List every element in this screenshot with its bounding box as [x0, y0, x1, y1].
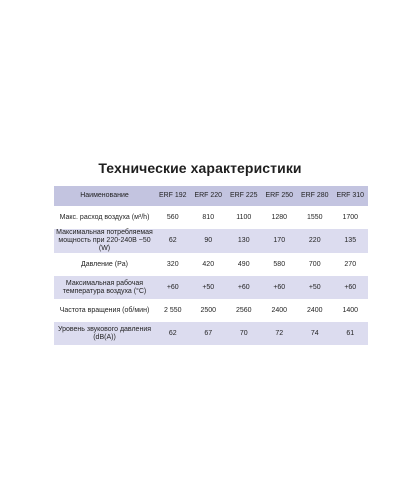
- value-cell: 320: [166, 260, 179, 268]
- column-header: ERF 280: [300, 192, 329, 199]
- table-row: [54, 299, 368, 322]
- column-header: ERF 250: [265, 192, 294, 199]
- value-cell: 2560: [235, 306, 252, 314]
- value-cell: 1280: [271, 213, 288, 221]
- page-title: Технические характеристики: [98, 160, 302, 176]
- value-cell: 420: [202, 260, 215, 268]
- value-cell: 70: [239, 329, 248, 337]
- parameter-cell: Частота вращения (об/мин): [59, 306, 150, 314]
- parameter-cell: Давление (Pa): [80, 260, 128, 268]
- value-cell: 1550: [306, 213, 323, 221]
- value-cell: 220: [308, 237, 321, 244]
- parameter-cell: Макс. расход воздуха (м³/h): [59, 213, 150, 221]
- value-cell: +50: [308, 283, 321, 291]
- value-cell: 135: [344, 237, 357, 244]
- value-cell: 2400: [271, 306, 288, 314]
- value-cell: +60: [344, 283, 357, 291]
- value-cell: 580: [273, 260, 286, 268]
- value-cell: +60: [237, 283, 250, 291]
- value-cell: 2400: [306, 306, 323, 314]
- table-row: [54, 253, 368, 276]
- parameter-cell: Максимальная рабочая температура воздуха (°C): [62, 279, 147, 295]
- table-header-row: [54, 186, 368, 206]
- value-cell: 72: [275, 329, 284, 337]
- value-cell: 130: [237, 237, 250, 244]
- value-cell: 810: [202, 213, 215, 221]
- value-cell: 560: [166, 213, 179, 221]
- column-header: ERF 225: [229, 192, 258, 199]
- table-row: [54, 322, 368, 345]
- value-cell: +60: [166, 283, 179, 291]
- column-header: ERF 220: [194, 192, 223, 199]
- value-cell: 170: [273, 237, 286, 244]
- spec-table: [54, 186, 368, 345]
- column-header: Наименование: [80, 192, 129, 199]
- value-cell: +60: [273, 283, 286, 291]
- value-cell: 700: [308, 260, 321, 268]
- value-cell: 90: [204, 237, 213, 244]
- parameter-cell: Максимальная потребляемая мощность при 220-240В ~50 (W): [56, 229, 153, 252]
- value-cell: 62: [168, 329, 177, 337]
- table-row: [54, 206, 368, 229]
- column-header: ERF 192: [158, 192, 187, 199]
- column-header: ERF 310: [336, 192, 365, 199]
- value-cell: 61: [346, 329, 355, 337]
- table-row: [54, 229, 368, 253]
- value-cell: 2500: [200, 306, 217, 314]
- value-cell: 1100: [236, 213, 252, 221]
- value-cell: 490: [237, 260, 250, 268]
- value-cell: 1700: [342, 213, 359, 221]
- parameter-cell: Уровень звукового давления (dB(A)): [57, 325, 152, 341]
- value-cell: +50: [202, 283, 215, 291]
- value-cell: 270: [344, 260, 357, 268]
- value-cell: 62: [168, 237, 177, 244]
- table-row: [54, 276, 368, 299]
- value-cell: 67: [204, 329, 213, 337]
- value-cell: 2 550: [163, 306, 182, 314]
- value-cell: 74: [310, 329, 319, 337]
- value-cell: 1400: [342, 306, 359, 314]
